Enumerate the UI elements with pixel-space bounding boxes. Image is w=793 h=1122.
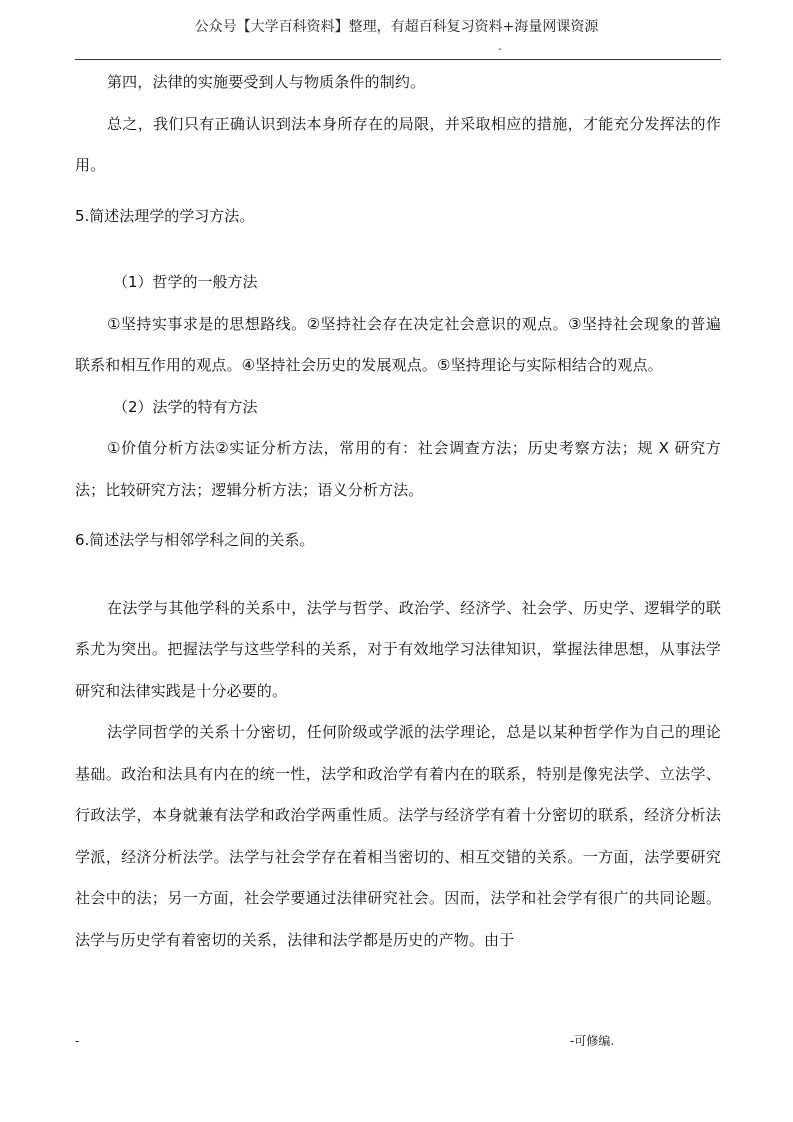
paragraph-philosophy-points: ①坚持实事求是的思想路线。②坚持社会存在决定社会意识的观点。③坚持社会现象的普遍联系和相互作用的观点。④坚持社会历史的发展观点。⑤坚持理论与实际相结合的观点。 (75, 314, 721, 374)
header-dash: - (498, 44, 502, 55)
header-divider (75, 59, 721, 60)
document-body (75, 62, 721, 961)
footer-dash: - (75, 1034, 80, 1048)
page-header: 公众号【大学百科资料】整理，有超百科复习资料+海量网课资源 (194, 19, 599, 35)
paragraph-discipline-details: 法学同哲学的关系十分密切，任何阶级或学派的法学理论，总是以某种哲学作为自己的理论基础。政治和法具有内在的统一性，法学和政治学有着内在的联系，特别是像宪法学、立法学、行政法学，本身就兼有法学和政治学两重性质。法学与经济学有着十分密切的联系，经济分析法学派，经济分析法学。法学与社会学存在着相当密切的、相互交错的关系。一方面，法学要研究社会中的法；另一方面，社会学要通过法律研究社会。因而，法学和社会学有很广的共同论题。法学与历史学有着密切的关系，法律和法学都是历史的产物。由于 (75, 723, 721, 949)
subheading-law-specific-method: （2）法学的特有方法 (113, 397, 258, 416)
paragraph-conclusion: 总之，我们只有正确认识到法本身所存在的局限，并采取相应的措施，才能充分发挥法的作用。 (75, 114, 721, 174)
subheading-philosophy-method: （1）哲学的一般方法 (113, 273, 258, 291)
paragraph-law-implementation: 第四，法律的实施要受到人与物质条件的制约。 (107, 73, 426, 91)
question-5-heading: 5.简述法理学的学习方法。 (75, 206, 255, 225)
question-6-heading: 6.简述法学与相邻学科之间的关系。 (75, 531, 315, 549)
paragraph-law-methods: ①价值分析方法②实证分析方法，常用的有：社会调查方法；历史考察方法；规 X 研究方法；比较研究方法；逻辑分析方法；语义分析方法。 (75, 439, 721, 499)
paragraph-related-disciplines: 在法学与其他学科的关系中，法学与哲学、政治学、经济学、社会学、历史学、逻辑学的联系尤为突出。把握法学与这些学科的关系，对于有效地学习法律知识，掌握法律思想，从事法学研究和法律实践是十分必要的。 (75, 598, 721, 700)
footer-editable-note: -可修编. (570, 1034, 615, 1048)
